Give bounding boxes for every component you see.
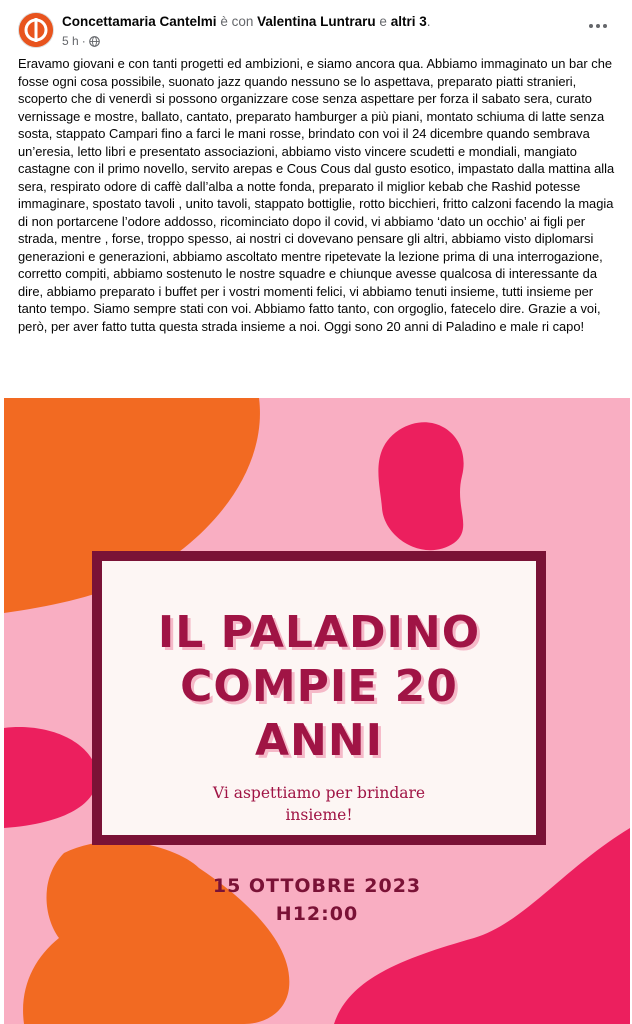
announcement-frame — [92, 551, 546, 845]
more-dot — [596, 24, 600, 28]
post-image[interactable] — [4, 398, 630, 1024]
event-time: H12:00 — [275, 903, 359, 925]
tagged-user[interactable]: Valentina Luntraru — [257, 14, 376, 29]
more-options-button[interactable] — [586, 16, 610, 36]
pink-blob-bottom-right — [334, 828, 630, 1024]
post-meta — [62, 34, 100, 48]
globe-icon[interactable] — [89, 36, 100, 47]
post-text: Eravamo giovani e con tanti progetti ed ambizioni, e siamo ancora qua. Abbiamo immaginato un bar che fosse ogni cosa possibile, suonato jazz quando nessuno se lo aspettava, preparato piatti stranieri, scoperto che di venerdì si possono organizzare cose senza aspettare per forza il sabato sera, curato vernissage e mostre, ballato, cantato, preparato hamburger a più piani, montato schiuma di latte senza sosta, stappato Campari fino a farci le mani rosse, brindato con voi il 24 dicembre quando sembrava un’eresia, letto libri e presentato associazioni, abbiamo visto vincere scudetti e mondiali, mangiato castagne con il primo novello, servito arepas e Cous Cous dal gusto esotico, impastato dalla mattina alla sera, respirato odore di caffè dall’alba a notte fonda, preparato il miglior kebab che Rashid potesse immaginare, spostato tavoli , unito tavoli, stappato bottiglie, rotto bicchieri, fritto calzoni facendo la magia di non portarcene l’odore addosso, ricominciato dopo il covid, vi abbiamo ‘dato un occhio’ ai figli per strada, mentre , forse, troppo spesso, ai nostri ci dovevano pensare gli altri, abbiamo visto diplomarsi generazioni e generazioni, abbiamo ascoltato mentre ripetevate la lezione prima di una interrogazione, corretto compiti, abbiamo sostenuto le nostre squadre e chiunque avesse qualcosa di interessante da dire, abbiamo preparato i buffet per i vostri momenti felici, vi abbiamo tenuti insieme, tutti insieme per tanto tempo. Siamo sempre stati con voi. Abbiamo fatto tanto, con orgoglio, fatecelo dire. Grazie a voi, però, per aver fatto tutta questa strada insieme a noi. Oggi sono 20 anni di Paladino e male ri capo! — [18, 56, 615, 334]
post-header — [0, 0, 632, 52]
with-word: è con — [220, 14, 254, 29]
invitation-subline: Vi aspettiamo per brindare insieme! — [212, 784, 426, 824]
author-name[interactable]: Concettamaria Cantelmi — [62, 14, 217, 29]
author-avatar[interactable] — [18, 12, 54, 48]
pink-blob-top-right — [378, 422, 463, 550]
headline-line-2: COMPIE 20 — [180, 661, 458, 712]
headline-line-3: ANNI — [254, 715, 384, 766]
pink-blob-left — [4, 727, 97, 828]
headline — [102, 606, 536, 768]
author-line-dot: . — [426, 14, 431, 29]
more-dot — [603, 24, 607, 28]
headline-line-1: IL PALADINO — [157, 607, 481, 658]
more-dots-icon — [589, 24, 593, 28]
tagged-others-link[interactable]: altri 3 — [390, 14, 427, 29]
avatar-logo-icon — [19, 13, 53, 47]
orange-blob-bottom-left — [23, 841, 289, 1024]
author-line — [62, 14, 430, 29]
and-word: e — [379, 14, 387, 29]
meta-separator: · — [81, 34, 86, 48]
post-time[interactable]: 5 h — [62, 34, 79, 48]
event-date: 15 OTTOBRE 2023 — [212, 875, 422, 897]
